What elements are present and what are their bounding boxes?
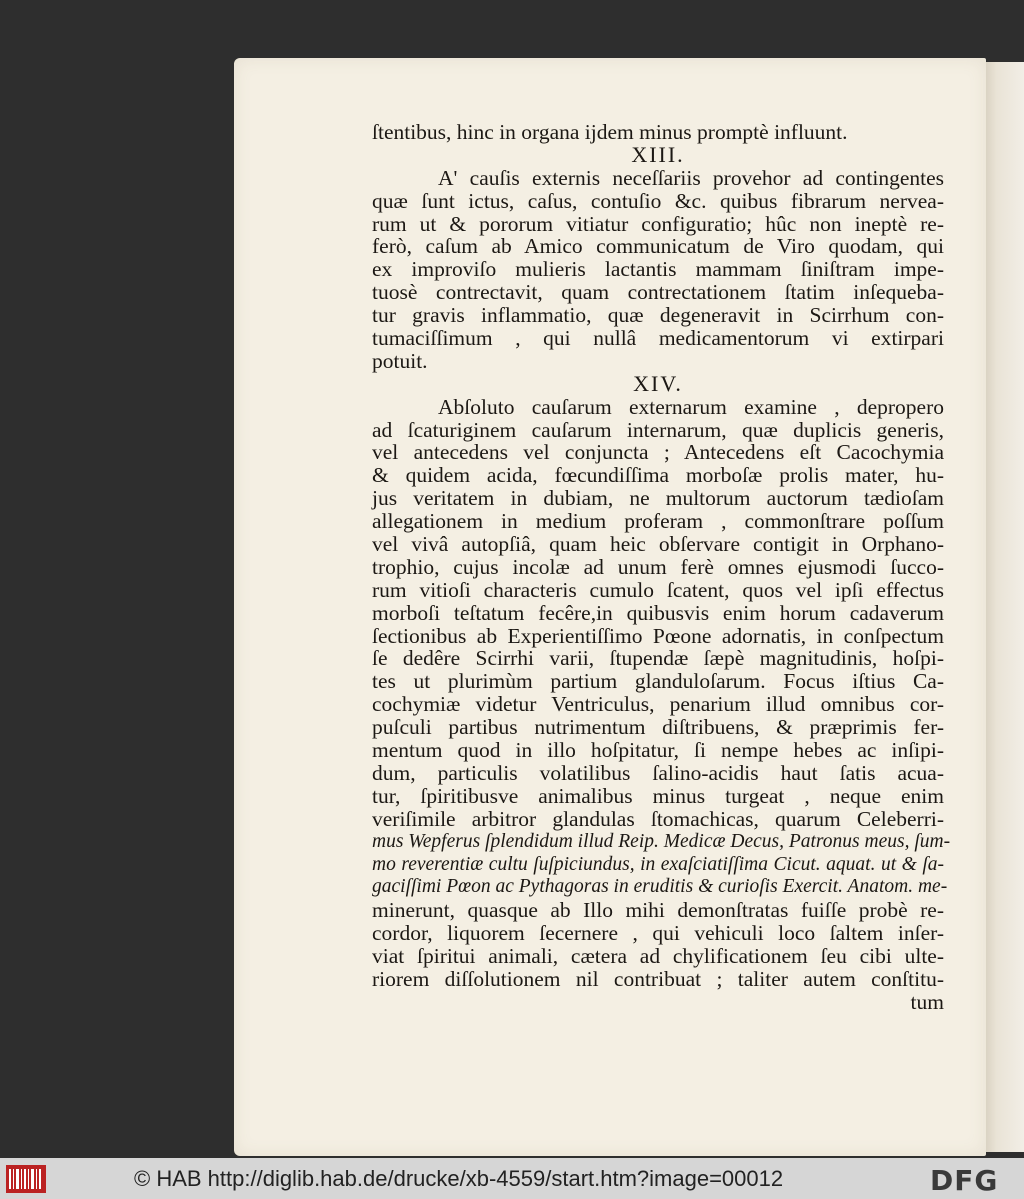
text-line: trophio, cujus incolæ ad unum ferè omnes ejusmodi ſucco- bbox=[372, 554, 944, 579]
text-line: vel vivâ autopſiâ, quam heic obſervare contigit in Orphano- bbox=[372, 532, 944, 557]
viewer-footer bbox=[0, 1158, 1024, 1199]
text-line: A' cauſis externis neceſſariis provehor ad contingentes bbox=[438, 165, 944, 190]
text-line: rum vitioſi characteris cumulo ſcatent, quos vel ipſi effectus bbox=[372, 577, 944, 602]
text-line: mentum quod in illo hoſpitatur, ſi nempe hebes ac inſipi- bbox=[372, 738, 944, 763]
text-line: tur, ſpiritibusve animalibus minus turgeat , neque enim bbox=[372, 783, 944, 808]
text-line: riorem diſſolutionem nil contribuat ; taliter autem conſtitu- bbox=[372, 966, 944, 991]
text-line: Abſoluto cauſarum externarum examine , depropero bbox=[438, 394, 944, 419]
section-heading-xiv: XIV. bbox=[633, 370, 683, 396]
text-line: minerunt, quasque ab Illo mihi demonſtratas fuiſſe probè re- bbox=[372, 898, 944, 923]
text-line: & quidem acida, fœcundiſſima morboſæ prolis mater, hu- bbox=[372, 463, 944, 488]
text-line: tur gravis inflammatio, quæ degeneravit in Scirrhum con- bbox=[372, 303, 944, 328]
text-line: puſculi partibus nutrimentum diſtribuens, & præprimis fer- bbox=[372, 715, 944, 740]
text-line: allegationem in medium proferam , commonſtrare poſſum bbox=[372, 509, 944, 534]
barcode-icon bbox=[6, 1165, 46, 1193]
dfg-logo: DFG bbox=[930, 1164, 999, 1197]
text-line: jus veritatem in dubiam, ne multorum auctorum tædioſam bbox=[372, 486, 944, 511]
text-line: tuosè contrectavit, quam contrectationem ſtatim inſequeba- bbox=[372, 280, 944, 305]
text-line: viat ſpiritui animali, cætera ad chylificationem ſeu cibi ulte- bbox=[372, 944, 944, 969]
text-line: tes ut plurimùm partium glanduloſarum. Focus iſtius Ca- bbox=[372, 669, 944, 694]
text-line: rum ut & pororum vitiatur configuratio; hûc non ineptè re- bbox=[372, 211, 944, 236]
page-text bbox=[372, 120, 951, 1014]
text-line: ſtentibus, hinc in organa ijdem minus promptè influunt. bbox=[372, 120, 848, 144]
text-line: cochymiæ videtur Ventriculus, penarium illud omnibus cor- bbox=[372, 692, 944, 717]
text-line-italic: mus Wepferus ſplendidum illud Reip. Medicæ Decus, Patronus meus, ſum- bbox=[372, 830, 951, 852]
section-heading-xiii: XIII. bbox=[631, 141, 685, 167]
text-line: veriſimile arbitror glandulas ſtomachicas, quarum Celeberri- bbox=[372, 806, 944, 831]
text-line: ad ſcaturiginem cauſarum internarum, quæ duplicis generis, bbox=[372, 417, 944, 442]
text-line: quæ ſunt ictus, caſus, contuſio &c. quibus fibrarum nervea- bbox=[372, 188, 944, 213]
text-line-italic: mo reverentiæ cultu ſuſpiciundus, in exaſciatiſſima Cicut. aquat. ut & ſa- bbox=[372, 853, 944, 875]
text-line: potuit. bbox=[372, 348, 428, 373]
text-line: tumaciſſimum , qui nullâ medicamentorum vi extirpari bbox=[372, 326, 944, 351]
text-line-italic: gaciſſimi Pœon ac Pythagoras in eruditis & curioſis Exercit. Anatom. me- bbox=[372, 876, 948, 898]
text-line: ſe dedêre Scirrhi varii, ſtupendæ ſæpè magnitudinis, hoſpi- bbox=[372, 646, 944, 671]
text-line: cordor, liquorem ſecernere , qui vehiculi loco ſaltem inſer- bbox=[372, 921, 944, 946]
text-line: ferò, caſum ab Amico communicatum de Viro quodam, qui bbox=[372, 234, 944, 259]
catchword: tum bbox=[910, 989, 944, 1014]
source-link[interactable]: © HAB http://diglib.hab.de/drucke/xb-4559/start.htm?image=00012 bbox=[134, 1166, 784, 1191]
text-line: vel antecedens vel conjuncta ; Antecedens eſt Cacochymia bbox=[372, 440, 944, 465]
text-line: ex improviſo mulieris lactantis mammam ſiniſtram impe- bbox=[372, 257, 944, 282]
text-line: morboſi teſtatum fecêre,in quibusvis enim horum cadaverum bbox=[372, 600, 944, 625]
text-line: dum, particulis volatilibus ſalino-acidis haut ſatis acua- bbox=[372, 760, 944, 785]
text-line: ſectionibus ab Experientiſſimo Pœone adornatis, in conſpectum bbox=[372, 623, 944, 648]
